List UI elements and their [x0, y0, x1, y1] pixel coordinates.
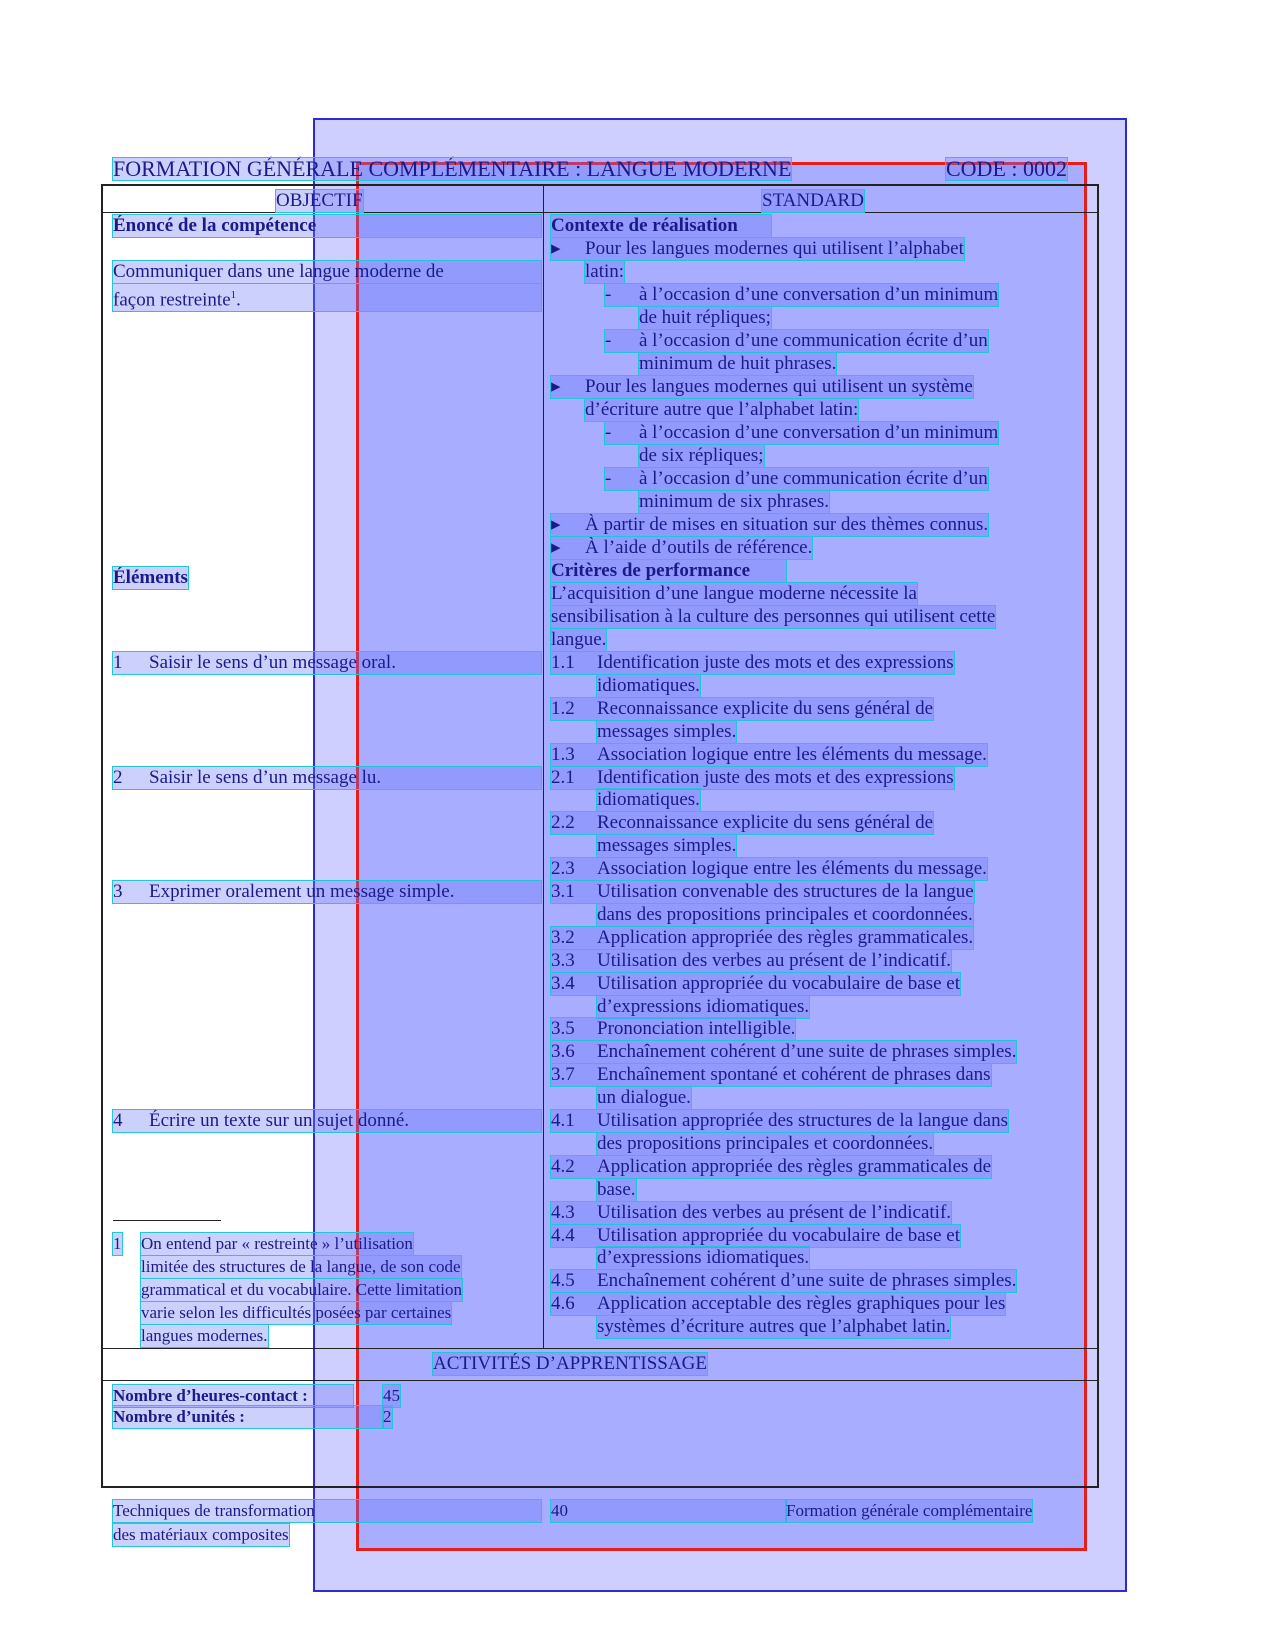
critere-continuation: messages simples. [597, 720, 737, 742]
critere-number: 2.2 [551, 812, 575, 834]
footnote-line: On entend par « restreinte » l’utilisation [141, 1234, 413, 1253]
critere-item: 1.2 Reconnaissance explicite du sens général de [551, 697, 934, 719]
element-text: Exprimer oralement un message simple. [149, 881, 455, 902]
elements-heading: Éléments [113, 567, 188, 588]
element-number: 4 [113, 1110, 123, 1131]
dash-icon: - [605, 468, 612, 489]
critere-item: 4.5 Enchaînement cohérent d’une suite de phrases simples. [551, 1270, 1017, 1292]
table-top-rule [101, 184, 1099, 186]
footnote-ref: 1 [230, 289, 237, 301]
critere-item: 1.3 Association logique entre les éléments du message. [551, 743, 987, 765]
contexte-dash-item: - à l’occasion d’une conversation d’un minimum [605, 422, 999, 443]
element-number: 1 [113, 652, 123, 673]
contexte-dash-item: - à l’occasion d’une conversation d’un minimum [605, 284, 999, 305]
criteres-intro-line: sensibilisation à la culture des personnes qui utilisent cette [551, 606, 996, 627]
element-number: 3 [113, 881, 123, 902]
critere-item: 3.5 Prononciation intelligible. [551, 1018, 796, 1040]
critere-number: 3.2 [551, 926, 575, 948]
unites-value: 2 [383, 1407, 392, 1426]
bullet-icon: ▸ [551, 537, 561, 558]
competence-line-2: façon restreinte$^1$. [113, 284, 541, 311]
criteres-intro-line: L’acquisition d’une langue moderne nécessite la [551, 583, 917, 604]
criteres-intro-line: langue. [551, 629, 607, 650]
contexte-continuation: de huit répliques; [639, 307, 771, 328]
table-bottom-rule [101, 1486, 1099, 1488]
critere-number: 1.3 [551, 743, 575, 765]
unites-label: Nombre d’unités : [113, 1406, 383, 1428]
critere-continuation: un dialogue. [597, 1087, 691, 1109]
element-number: 2 [113, 767, 123, 788]
contexte-dash-item: - à l’occasion d’une communication écrite d’un [605, 330, 988, 351]
critere-continuation: d’expressions idiomatiques. [597, 1247, 810, 1269]
footnote-line: limitée des structures de la langue, de son code [141, 1257, 461, 1276]
footnote-line: langues modernes. [141, 1326, 268, 1345]
contexte-heading: Contexte de réalisation [551, 215, 771, 237]
critere-item: 4.4 Utilisation appropriée du vocabulaire de base et [551, 1224, 960, 1246]
contexte-continuation: latin: [585, 261, 625, 282]
critere-number: 4.5 [551, 1270, 575, 1292]
critere-continuation: base. [597, 1178, 636, 1200]
contexte-bullet-item: ▸ Pour les langues modernes qui utilisent l’alphabet [551, 238, 964, 259]
element-text: Saisir le sens d’un message lu. [149, 767, 382, 788]
critere-continuation: dans des propositions principales et coordonnées. [597, 903, 973, 925]
contexte-continuation: minimum de six phrases. [639, 491, 829, 512]
critere-item: 4.3 Utilisation des verbes au présent de l’indicatif. [551, 1201, 952, 1223]
bullet-icon: ▸ [551, 238, 561, 259]
critere-number: 1.1 [551, 652, 575, 673]
element-item [113, 1110, 541, 1132]
element-item [113, 767, 541, 789]
footnote-number: 1 [113, 1234, 122, 1253]
critere-number: 4.2 [551, 1155, 575, 1177]
critere-item: 4.1 Utilisation appropriée des structures de la langue dans [551, 1110, 1009, 1131]
course-code: CODE : 0002 [946, 156, 1067, 181]
criteres-heading: Critères de performance [551, 560, 786, 582]
bullet-icon: ▸ [551, 514, 561, 535]
competence-line-1: Communiquer dans une langue moderne de [113, 261, 541, 283]
contexte-dash-item: - à l’occasion d’une communication écrite d’un [605, 468, 988, 489]
contexte-continuation: de six répliques; [639, 445, 764, 466]
column-header-standard: STANDARD [762, 190, 864, 211]
critere-item: 2.3 Association logique entre les éléments du message. [551, 858, 987, 880]
critere-number: 2.1 [551, 766, 575, 788]
contexte-continuation: minimum de huit phrases. [639, 353, 837, 374]
page-title: FORMATION GÉNÉRALE COMPLÉMENTAIRE : LANGUE MODERNE [113, 156, 792, 181]
column-header-objectif: OBJECTIF [276, 190, 363, 211]
critere-continuation: idiomatiques. [597, 674, 700, 696]
contexte-bullet-item: ▸ À partir de mises en situation sur des thèmes connus. [551, 514, 989, 535]
element-text: Écrire un texte sur un sujet donné. [149, 1110, 410, 1131]
critere-item: 3.1 Utilisation convenable des structures de la langue [551, 881, 974, 902]
footer-program-line-2: des matériaux composites [113, 1525, 289, 1544]
critere-item: 4.2 Application appropriée des règles grammaticales de [551, 1155, 992, 1177]
critere-item: 3.2 Application appropriée des règles grammaticales. [551, 926, 974, 948]
critere-number: 3.5 [551, 1018, 575, 1040]
activites-heading: ACTIVITÉS D’APPRENTISSAGE [433, 1353, 707, 1374]
critere-number: 4.4 [551, 1224, 575, 1246]
heures-label: Nombre d’heures-contact : [113, 1385, 353, 1407]
critere-item: 3.7 Enchaînement spontané et cohérent de phrases dans [551, 1064, 991, 1086]
table-right-border [1097, 184, 1099, 1487]
critere-continuation: des propositions principales et coordonnées. [597, 1132, 934, 1154]
critere-item: 1.1 Identification juste des mots et des expressions [551, 652, 954, 673]
critere-number: 4.3 [551, 1201, 575, 1223]
table-column-divider [543, 184, 544, 1348]
critere-number: 1.2 [551, 697, 575, 719]
critere-item: 3.4 Utilisation appropriée du vocabulaire de base et [551, 972, 960, 994]
footer-section: Formation générale complémentaire [786, 1501, 1033, 1520]
activities-header-rule [101, 1380, 1099, 1381]
element-item [113, 652, 541, 674]
critere-item: 2.2 Reconnaissance explicite du sens général de [551, 812, 934, 834]
critere-number: 4.6 [551, 1293, 575, 1315]
critere-continuation: d’expressions idiomatiques. [597, 995, 810, 1017]
page-number: 40 [551, 1500, 786, 1522]
table-header-rule [101, 212, 1099, 213]
critere-number: 3.7 [551, 1064, 575, 1086]
dash-icon: - [605, 330, 612, 351]
enonce-heading: Énoncé de la compétence [113, 215, 541, 237]
critere-item: 2.1 Identification juste des mots et des expressions [551, 766, 954, 788]
contexte-bullet-item: ▸ À l’aide d’outils de référence. [551, 537, 813, 558]
footnote-line: varie selon les difficultés posées par certaines [141, 1303, 452, 1322]
critere-continuation: idiomatiques. [597, 789, 700, 811]
footnote-separator [113, 1220, 221, 1221]
critere-number: 3.3 [551, 949, 575, 971]
heures-value: 45 [383, 1386, 400, 1405]
footer-program-line-1: Techniques de transformation [113, 1500, 541, 1522]
dash-icon: - [605, 422, 612, 443]
critere-item: 3.6 Enchaînement cohérent d’une suite de phrases simples. [551, 1041, 1017, 1063]
activities-top-rule [101, 1348, 1099, 1349]
critere-continuation: messages simples. [597, 835, 737, 857]
critere-item: 4.6 Application acceptable des règles graphiques pour les [551, 1293, 1006, 1315]
critere-number: 3.4 [551, 972, 575, 994]
footnote-line: grammatical et du vocabulaire. Cette limitation [141, 1280, 462, 1299]
critere-item: 3.3 Utilisation des verbes au présent de l’indicatif. [551, 949, 952, 971]
critere-number: 2.3 [551, 858, 575, 880]
critere-number: 3.6 [551, 1041, 575, 1063]
contexte-bullet-item: ▸ Pour les langues modernes qui utilisent un système [551, 376, 973, 397]
element-text: Saisir le sens d’un message oral. [149, 652, 396, 673]
critere-number: 4.1 [551, 1110, 575, 1131]
element-item [113, 881, 541, 903]
table-left-border [101, 184, 103, 1487]
contexte-continuation: d’écriture autre que l’alphabet latin: [585, 399, 859, 420]
critere-number: 3.1 [551, 881, 575, 902]
bullet-icon: ▸ [551, 376, 561, 397]
critere-continuation: systèmes d’écriture autres que l’alphabet latin. [597, 1316, 951, 1338]
dash-icon: - [605, 284, 612, 305]
